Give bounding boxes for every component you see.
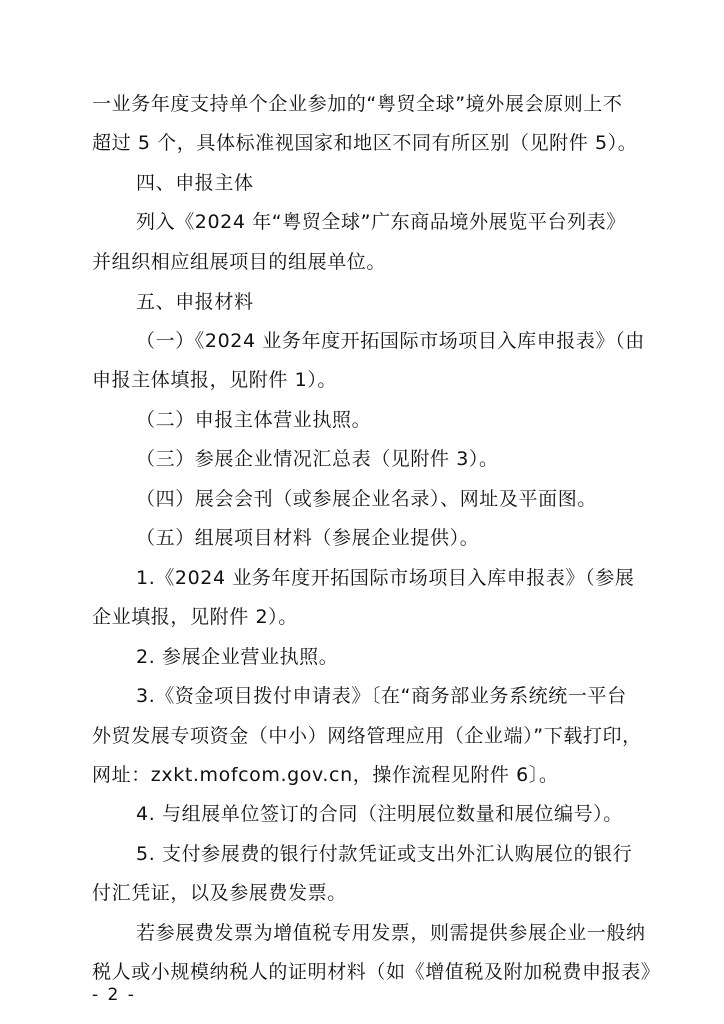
list-item: 2. 参展企业营业执照。: [136, 646, 339, 668]
paragraph-line: 并组织相应组展项目的组展单位。: [92, 251, 387, 273]
list-item: 4. 与组展单位签订的合同（注明展位数量和展位编号）。: [136, 803, 623, 825]
section-heading: 五、申报材料: [136, 291, 254, 313]
paragraph-line: 企业填报，见附件 2）。: [92, 606, 298, 628]
list-item: （五）组展项目材料（参展企业提供）。: [136, 527, 480, 549]
paragraph-line: 若参展费发票为增值税专用发票，则需提供参展企业一般纳: [136, 922, 646, 944]
list-item: 5. 支付参展费的银行付款凭证或支出外汇认购展位的银行: [136, 843, 633, 865]
paragraph-line: 税人或小规模纳税人的证明材料（如《增值税及附加税费申报表》: [92, 961, 661, 983]
list-item: （四）展会会刊（或参展企业名录）、网址及平面图。: [136, 488, 597, 510]
paragraph-line: 外贸发展专项资金（中小）网络管理应用（企业端）”下载打印，: [92, 725, 642, 747]
paragraph-line: 付汇凭证，以及参展费发票。: [92, 882, 347, 904]
list-item: （三）参展企业情况汇总表（见附件 3）。: [136, 448, 499, 470]
paragraph-line: 超过 5 个，具体标准视国家和地区不同有所区别（见附件 5）。: [92, 132, 638, 154]
list-item: 1.《2024 业务年度开拓国际市场项目入库申报表》（参展: [136, 567, 635, 589]
paragraph-line: 列入《2024 年“粤贸全球”广东商品境外展览平台列表》: [136, 211, 626, 233]
section-heading: 四、申报主体: [136, 172, 254, 194]
paragraph-line: 一业务年度支持单个企业参加的“粤贸全球”境外展会原则上不: [92, 93, 623, 115]
list-item: 3.《资金项目拨付申请表》〔在“商务部业务系统统一平台: [136, 685, 627, 707]
page-number: - 2 -: [92, 985, 136, 1005]
paragraph-line: 申报主体填报，见附件 1）。: [92, 369, 338, 391]
list-item: （二）申报主体营业执照。: [136, 409, 372, 431]
paragraph-line: 网址：zxkt.mofcom.gov.cn，操作流程见附件 6〕。: [92, 764, 559, 786]
list-item: （一）《2024 业务年度开拓国际市场项目入库申报表》（由: [136, 330, 645, 352]
